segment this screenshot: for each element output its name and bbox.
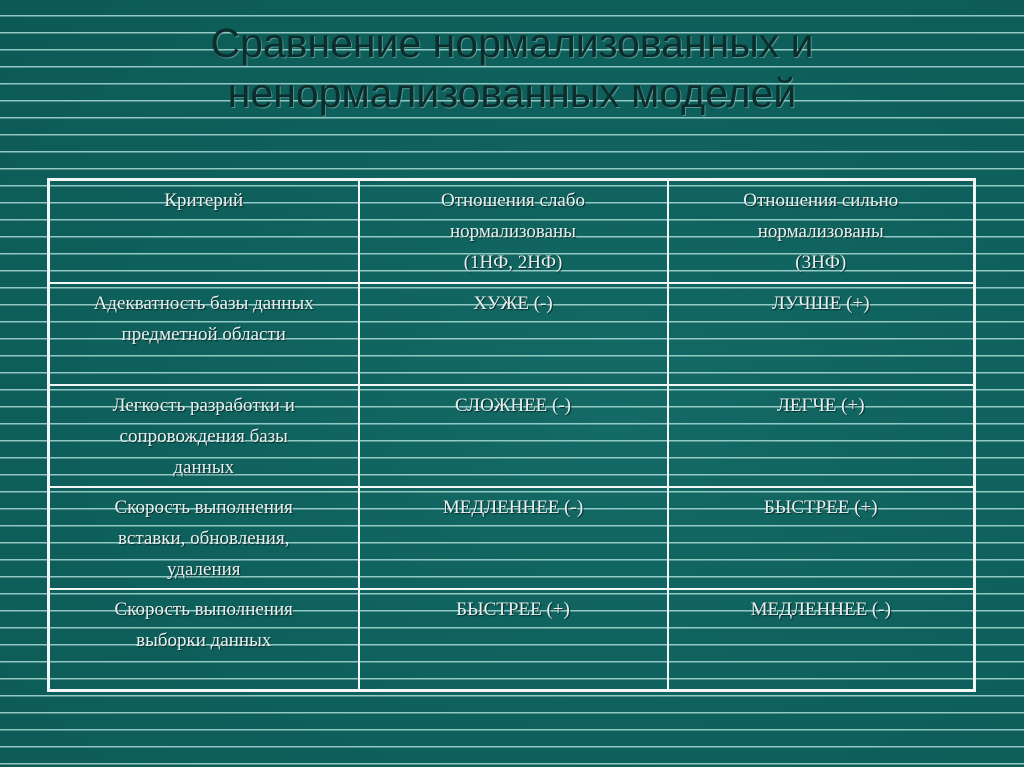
table-row (49, 589, 975, 691)
strong-cell: ЛЕГЧЕ (+) (668, 385, 975, 487)
criterion-text: сопровождения базы (119, 425, 288, 447)
title-line-1: Сравнение нормализованных и (210, 20, 814, 66)
criterion-cell (49, 589, 359, 691)
criterion-text: удаления (166, 558, 241, 580)
weak-cell: СЛОЖНЕЕ (-) (359, 385, 668, 487)
criterion-text: вставки, обновления, (118, 527, 290, 549)
criterion-text: предметной области (121, 323, 286, 345)
header-text: Критерий (164, 190, 244, 211)
criterion-cell (49, 283, 359, 385)
table-row (49, 283, 975, 385)
strong-cell: БЫСТРЕЕ (+) (668, 487, 975, 589)
criterion-cell (49, 487, 359, 589)
criterion-text: Скорость выполнения (114, 496, 293, 518)
header-weak (359, 180, 668, 283)
header-text: Отношения слабо (440, 190, 586, 211)
slide-title (0, 18, 1024, 118)
strong-cell: ЛУЧШЕ (+) (668, 283, 975, 385)
weak-cell: МЕДЛЕННЕЕ (-) (359, 487, 668, 589)
title-line-2: ненормализованных моделей (227, 70, 797, 116)
criterion-text: данных (173, 456, 235, 478)
header-text: (1НФ, 2НФ) (463, 252, 563, 273)
table-row (49, 487, 975, 589)
criterion-text: Скорость выполнения (114, 598, 293, 620)
header-criterion (49, 180, 359, 283)
criterion-cell (49, 385, 359, 487)
header-text: нормализованы (449, 221, 576, 242)
weak-cell: ХУЖЕ (-) (359, 283, 668, 385)
table-row (49, 385, 975, 487)
header-strong (668, 180, 975, 283)
table-header-row (49, 180, 975, 283)
header-text: Отношения сильно (743, 190, 899, 211)
comparison-table (47, 178, 976, 692)
strong-cell: МЕДЛЕННЕЕ (-) (668, 589, 975, 691)
criterion-text: выборки данных (136, 629, 272, 651)
header-text: (3НФ) (795, 252, 847, 273)
header-text: нормализованы (757, 221, 884, 242)
weak-cell: БЫСТРЕЕ (+) (359, 589, 668, 691)
criterion-text: Легкость разработки и (112, 394, 295, 416)
criterion-text: Адекватность базы данных (93, 292, 314, 314)
